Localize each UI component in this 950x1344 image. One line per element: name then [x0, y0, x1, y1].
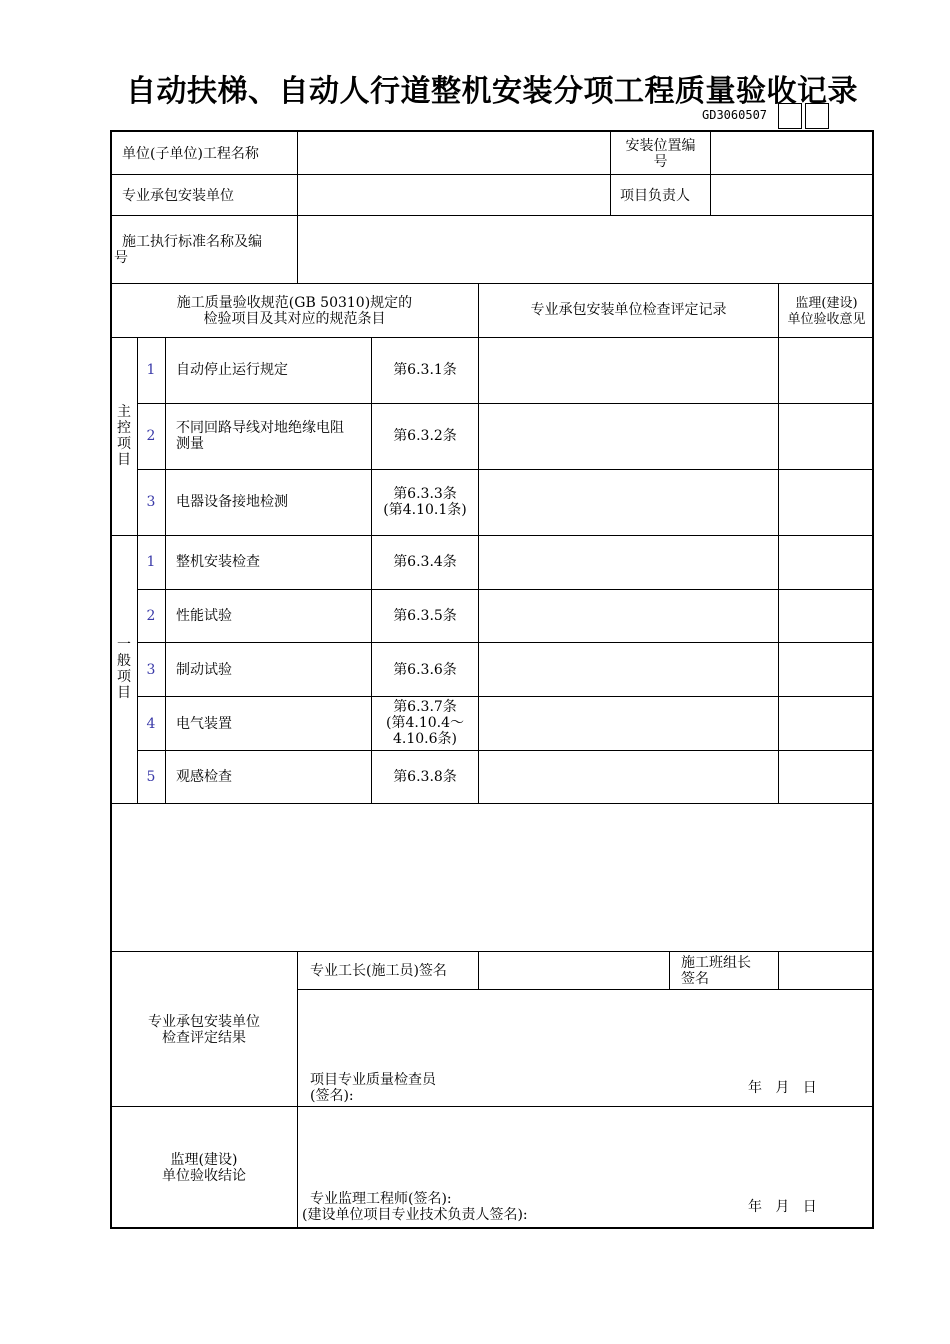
supervision-conclusion-label: 监理(建设) 单位验收结论 — [162, 1152, 246, 1184]
item-clause: 第6.3.1条 — [393, 362, 457, 378]
code-suffix-box[interactable] — [805, 103, 829, 129]
document-code: GD3060507 — [702, 108, 768, 122]
item-number: 4 — [146, 716, 156, 732]
subcontract-unit-label: 专业承包安装单位 — [122, 188, 234, 204]
item-name: 观感检查 — [176, 769, 232, 785]
item-clause: 第6.3.7条 (第4.10.4～ 4.10.6条) — [386, 699, 464, 747]
item-clause: 第6.3.5条 — [393, 608, 457, 624]
spec-column-header: 施工质量验收规范(GB 50310)规定的 检验项目及其对应的规范条目 — [176, 295, 413, 327]
subcontract-result-label: 专业承包安装单位 检查评定结果 — [148, 1014, 260, 1046]
subcontract-unit-field[interactable] — [299, 176, 609, 214]
standard-name-field[interactable] — [299, 217, 872, 282]
item-clause: 第6.3.3条 (第4.10.1条) — [383, 486, 467, 518]
item-name: 电气装置 — [176, 716, 232, 732]
form-title: 自动扶梯、自动人行道整机安装分项工程质量验收记录 — [126, 74, 858, 109]
item-clause: 第6.3.8条 — [393, 769, 457, 785]
main-control-label: 主 控 项 目 — [117, 404, 131, 468]
item-number: 5 — [146, 769, 156, 785]
unit-project-name-label: 单位(子单位)工程名称 — [122, 146, 259, 162]
item-name: 性能试验 — [176, 608, 232, 624]
item-number: 3 — [146, 662, 156, 678]
foreman-sign-field[interactable] — [480, 953, 668, 988]
item-number: 3 — [146, 494, 156, 510]
standard-name-label: 施工执行标准名称及编 号 — [114, 234, 262, 266]
item-clause: 第6.3.4条 — [393, 554, 457, 570]
team-leader-sign-field[interactable] — [780, 953, 872, 988]
item-number: 1 — [146, 362, 156, 378]
item-name: 整机安装检查 — [176, 554, 260, 570]
item-name: 制动试验 — [176, 662, 232, 678]
item-name: 不同回路导线对地绝缘电阻 测量 — [176, 420, 344, 452]
team-leader-sign-label: 施工班组长 签名 — [681, 955, 751, 987]
unit-project-name-field[interactable] — [299, 132, 609, 173]
general-items-label: 一 般 项 目 — [117, 637, 131, 701]
item-name: 电器设备接地检测 — [176, 494, 288, 510]
item-number: 1 — [146, 554, 156, 570]
code-suffix-box[interactable] — [778, 103, 802, 129]
install-position-no-field[interactable] — [712, 132, 872, 173]
item-number: 2 — [146, 428, 156, 444]
foreman-sign-label: 专业工长(施工员)签名 — [310, 963, 447, 979]
install-position-no-label: 安装位置编 号 — [625, 138, 696, 170]
item-clause: 第6.3.6条 — [393, 662, 457, 678]
check-record-column-header: 专业承包安装单位检查评定记录 — [530, 302, 727, 318]
inspection-date: 年 月 日 — [748, 1080, 817, 1096]
quality-inspector-label: 项目专业质量检查员 (签名): — [310, 1072, 436, 1104]
conclusion-date: 年 月 日 — [748, 1199, 817, 1215]
item-name: 自动停止运行规定 — [176, 362, 288, 378]
supervision-opinion-column-header: 监理(建设) 单位验收意见 — [787, 296, 866, 327]
item-number: 2 — [146, 608, 156, 624]
project-leader-label: 项目负责人 — [620, 188, 690, 204]
project-leader-field[interactable] — [712, 176, 872, 214]
item-clause: 第6.3.2条 — [393, 428, 457, 444]
supervision-engineer-label: 专业监理工程师(签名): (建设单位项目专业技术负责人签名): — [302, 1191, 528, 1223]
